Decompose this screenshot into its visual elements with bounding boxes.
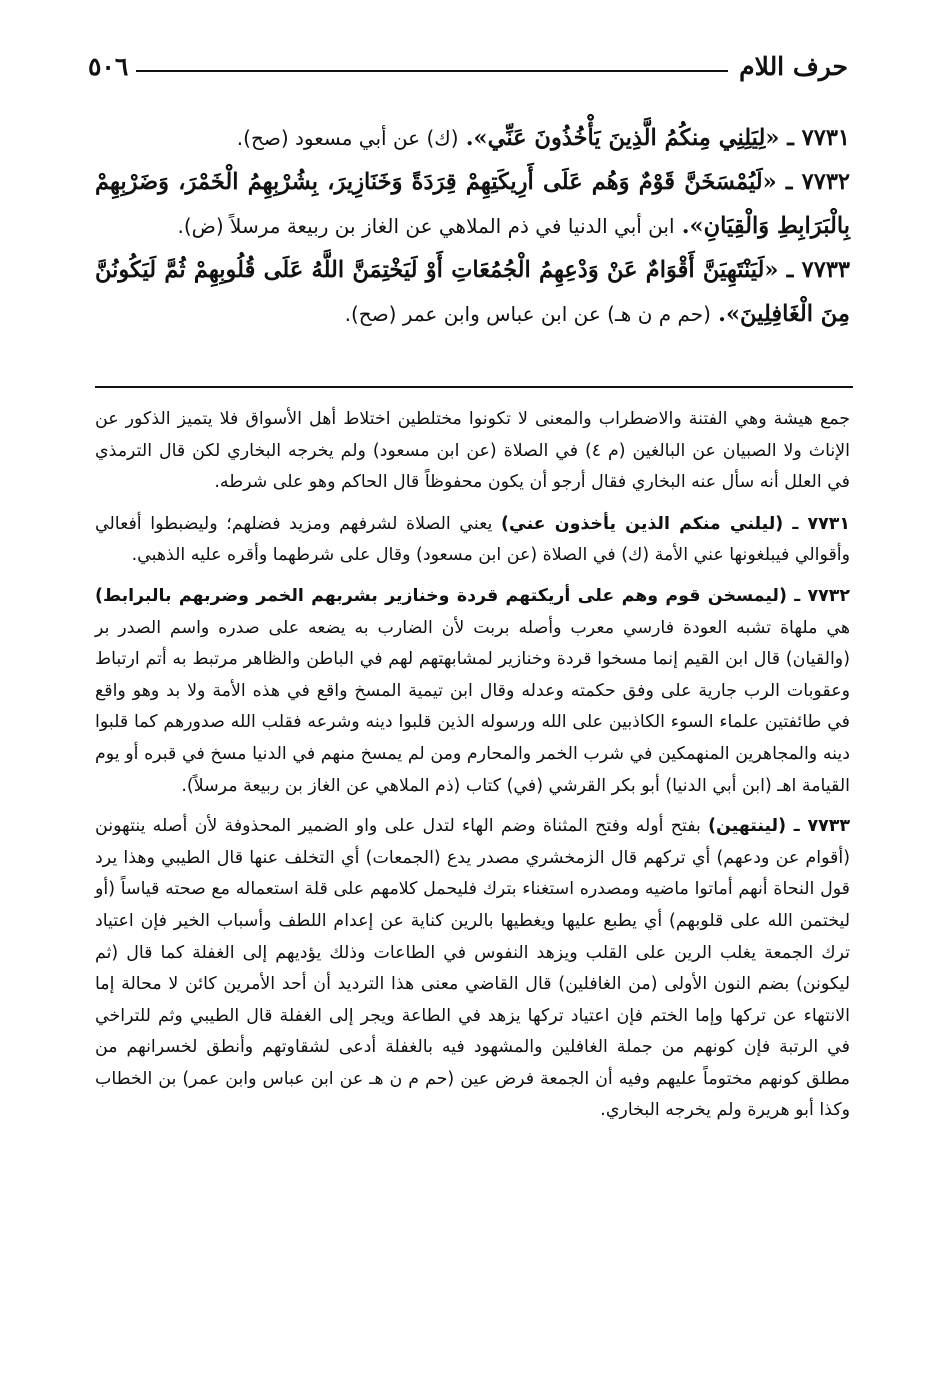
hadith-source: ابن أبي الدنيا في ذم الملاهي عن الغاز بن ربيعة مرسلاً (ض). xyxy=(177,214,675,238)
hadith-entry: ٧٧٣٣ ـ «لَيَنْتَهِيَنَّ أَقْوَامٌ عَنْ وَدْعِهِمُ الْجُمُعَاتِ أَوْ لَيَخْتِمَنَّ اللَّهُ عَلَى قُلُوبِهِمْ ثُمَّ لَيَكُونُنَّ مِنَ الْغَافِلِينَ». (حم م ن هـ) عن ابن عباس وابن عمر (صح). xyxy=(95,257,850,327)
commentary-entry: ٧٧٣٢ ـ (ليمسخن قوم وهم على أريكتهم قردة وخنازير بشربهم الخمر وضربهم بالبرابط) هي ملهاة تشبه العودة فارسي معرب وأصله بربت لأن الضارب به يضعه على صدره واسم الصدر بر (والقيان) قال ابن القيم إنما مسخوا قردة وخنازير لمشابهتهم لهم في الباطن والظاهر مرتبط به أتم ارتباط وعقوبات الرب جارية على وفق حكمته وعدله وقال ابن تيمية المسخ واقع في هذه الأمة ولا بد وهو واقع في طائفتين علماء السوء الكاذبين على الله ورسوله الذين قلبوا دينه وشرعه فقلب الله صدورهم كما قلبوا دينه والمجاهرين المنهمكين في شرب الخمر والمحارم ومن لم يمسخ منهم في الدنيا مسخ في قبره أو يوم القيامة اهـ (ابن أبي الدنيا) أبو بكر القرشي (في) كتاب (ذم الملاهي عن الغاز بن ربيعة مرسلاً). xyxy=(95,585,850,796)
hadith-source: (حم م ن هـ) عن ابن عباس وابن عمر (صح). xyxy=(344,302,711,326)
footnote-separator xyxy=(95,386,853,388)
hadith-number: ٧٧٣١ xyxy=(801,125,850,151)
page-number: ٥٠٦ xyxy=(88,52,136,81)
commentary-number: ٧٧٣٢ xyxy=(807,585,850,606)
chapter-title: حرف اللام xyxy=(731,52,848,81)
commentary-lead: (لينتهين) xyxy=(708,816,787,837)
hadith-section xyxy=(95,116,850,336)
hadith-entry: ٧٧٣١ ـ «لِيَلِنِي مِنكُمُ الَّذِينَ يَأْخُذُونَ عَنِّي». (ك) عن أبي مسعود (صح). xyxy=(236,125,850,151)
header-rule xyxy=(128,70,728,72)
hadith-text: «لِيَلِنِي مِنكُمُ الَّذِينَ يَأْخُذُونَ عَنِّي». xyxy=(465,125,780,151)
hadith-number: ٧٧٣٣ xyxy=(801,257,850,283)
commentary-text: هي ملهاة تشبه العودة فارسي معرب وأصله بربت لأن الضارب به يضعه على صدره واسم الصدر بر (والقيان) قال ابن القيم إنما مسخوا قردة وخنازير لمشابهتهم لهم في الباطن والظاهر مرتبط به أتم ارتباط وعقوبات الرب جارية على وفق حكمته وعدله وقال ابن تيمية المسخ واقع في هذه الأمة ولا بد وهو واقع في طائفتين علماء السوء الكاذبين على الله ورسوله الذين قلبوا دينه وشرعه فقلب الله صدورهم كما قلبوا دينه والمجاهرين المنهمكين في شرب الخمر والمحارم ومن لم يمسخ منهم في الدنيا مسخ في قبره أو يوم القيامة اهـ (ابن أبي الدنيا) أبو بكر القرشي (في) كتاب (ذم الملاهي عن الغاز بن ربيعة مرسلاً). xyxy=(95,617,850,796)
commentary-number: ٧٧٣٣ xyxy=(807,816,850,837)
commentary-text: يعني الصلاة لشرفهم ومزيد فضلهم؛ وليضبطوا أفعالي وأقوالي فيبلغونها عني الأمة (ك) في الصلاة (عن ابن مسعود) وقال على شرطهما وأقره عليه الذهبي. xyxy=(95,513,850,566)
commentary-intro: جمع هيشة وهي الفتنة والاضطراب والمعنى لا تكونوا مختلطين اختلاط أهل الأسواق فلا يتميز الذكور عن الإناث ولا الصبيان عن البالغين (م ٤) في الصلاة (عن ابن مسعود) ولم يخرجه البخاري لكن قال الترمذي في العلل أنه سأل عنه البخاري فقال أرجو أن يكون محفوظاً قال الحاكم وهو على شرطه. xyxy=(95,409,850,493)
page-header xyxy=(88,52,848,92)
commentary-text: بفتح أوله وفتح المثناة وضم الهاء لتدل على واو الضمير المحذوفة لأن أصله ينتهونن (أقوام عن ودعهم) أي تركهم قال الزمخشري مصدر يدع (الجمعات) أي التخلف عنها قال الطيبي وهذا يرد قول النحاة أنهم أماتوا ماضيه ومصدره استغناء بترك فليحمل كلامهم على قلة استعماله مع صحته قياساً (أو ليختمن الله على قلوبهم) أي يطبع عليها ويغطيها بالرين كناية عن إعدام اللطف وأسباب الخير فإن اعتياد ترك الجمعة يغلب الرين على القلب ويزهد النفوس في الطاعات وذلك يؤديهم إلى الغفلة كما قال (ثم ليكونن) بضم النون الأولى (من الغافلين) قال القاضي معنى هذا الترديد أن أحد الأمرين كائن لا محالة إما الانتهاء عن تركها وإما الختم فإن اعتياد تركها يزهد في الطاعة ويجر إلى الغفلة قال الطيبي وثم للتراخي في الرتبة فإن كونهم من جملة الغافلين والمشهود فيه بالغفلة أدعى لشقاوتهم وأنطق لخسرانهم من مطلق كونهم مختوماً عليهم وفيه أن الجمعة فرض عين (حم م ن هـ عن ابن عباس وابن عمر) بن الخطاب وكذا أبو هريرة ولم يخرجه البخاري. xyxy=(95,816,850,1121)
commentary-lead: (ليلني منكم الذين يأخذون عني) xyxy=(501,513,784,534)
hadith-text: «لَيُمْسَخَنَّ قَوْمٌ وَهُم عَلَى أَرِيكَتِهِمْ قِرَدَةً وَخَنَازِيرَ، بِشُرْبِهِمُ الْخَمْرَ، وَضَرْبِهِمْ بِالْبَرَابِطِ وَالْقِيَانِ». xyxy=(95,169,850,239)
hadith-source: (ك) عن أبي مسعود (صح). xyxy=(236,126,459,150)
commentary-lead: (ليمسخن قوم وهم على أريكتهم قردة وخنازير بشربهم الخمر وضربهم بالبرابط) xyxy=(95,585,787,606)
commentary-entry: ٧٧٣٣ ـ (لينتهين) بفتح أوله وفتح المثناة وضم الهاء لتدل على واو الضمير المحذوفة لأن أصله ينتهونن (أقوام عن ودعهم) أي تركهم قال الزمخشري مصدر يدع (الجمعات) أي التخلف عنها قال الطيبي وهذا يرد قول النحاة أنهم أماتوا ماضيه ومصدره استغناء بترك فليحمل كلامهم على قلة استعماله مع صحته قياساً (أو ليختمن الله على قلوبهم) أي يطبع عليها ويغطيها بالرين كناية عن إعدام اللطف وأسباب الخير فإن اعتياد ترك الجمعة يغلب الرين على القلب ويزهد النفوس في الطاعات وذلك يؤديهم إلى الغفلة كما قال (ثم ليكونن) بضم النون الأولى (من الغافلين) قال القاضي معنى هذا الترديد أن أحد الأمرين كائن لا محالة إما الانتهاء عن تركها وإما الختم فإن اعتياد تركها يزهد في الطاعة ويجر إلى الغفلة قال الطيبي وثم للتراخي في الرتبة فإن كونهم من جملة الغافلين والمشهود فيه بالغفلة أدعى لشقاوتهم وأنطق لخسرانهم من مطلق كونهم مختوماً عليهم وفيه أن الجمعة فرض عين (حم م ن هـ عن ابن عباس وابن عمر) بن الخطاب وكذا أبو هريرة ولم يخرجه البخاري. xyxy=(95,816,850,1121)
commentary-section xyxy=(95,404,850,1136)
commentary-number: ٧٧٣١ xyxy=(807,513,850,534)
hadith-text: «لَيَنْتَهِيَنَّ أَقْوَامٌ عَنْ وَدْعِهِمُ الْجُمُعَاتِ أَوْ لَيَخْتِمَنَّ اللَّهُ عَلَى قُلُوبِهِمْ ثُمَّ لَيَكُونُنَّ مِنَ الْغَافِلِينَ». xyxy=(95,257,850,327)
hadith-number: ٧٧٣٢ xyxy=(801,169,851,195)
commentary-entry: ٧٧٣١ ـ (ليلني منكم الذين يأخذون عني) يعني الصلاة لشرفهم ومزيد فضلهم؛ وليضبطوا أفعالي وأقوالي فيبلغونها عني الأمة (ك) في الصلاة (عن ابن مسعود) وقال على شرطهما وأقره عليه الذهبي. xyxy=(95,513,850,566)
hadith-entry: ٧٧٣٢ ـ «لَيُمْسَخَنَّ قَوْمٌ وَهُم عَلَى أَرِيكَتِهِمْ قِرَدَةً وَخَنَازِيرَ، بِشُرْبِهِمُ الْخَمْرَ، وَضَرْبِهِمْ بِالْبَرَابِطِ وَالْقِيَانِ». ابن أبي الدنيا في ذم الملاهي عن الغاز بن ربيعة مرسلاً (ض). xyxy=(95,169,851,239)
